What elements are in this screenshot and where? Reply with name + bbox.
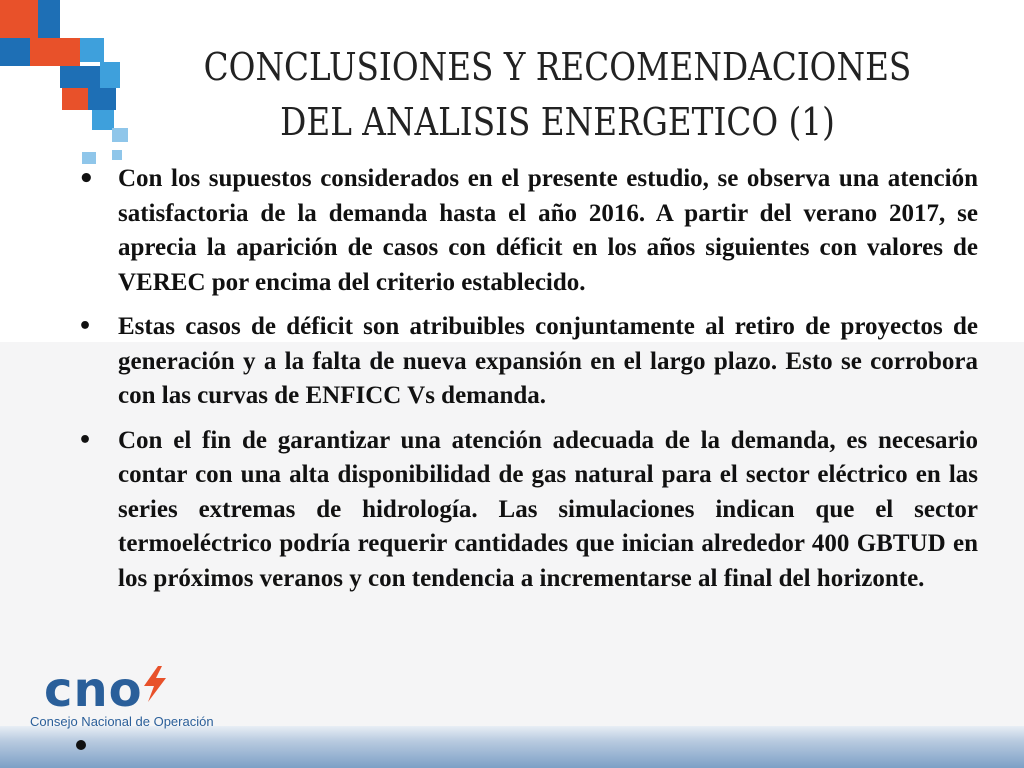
decorative-squares (0, 0, 140, 175)
bullet-dot-icon: • (78, 314, 93, 339)
bullet-list (78, 162, 978, 596)
bullet-dot-icon: • (78, 164, 95, 194)
bullet-item-1 (78, 162, 978, 300)
title-line-2: DEL ANALISIS ENERGETICO (1) (280, 100, 835, 144)
cno-logo (30, 664, 260, 734)
title-line-1: CONCLUSIONES Y RECOMENDACIONES (203, 45, 912, 89)
empty-bullet-icon (76, 740, 86, 750)
bullet-text-2: Estas casos de déficit son atribuibles conjuntamente al retiro de proyectos de generación y a la falta de nueva expansión en el largo plazo. Esto se corrobora con las curvas de ENFICC Vs demanda. (118, 313, 978, 409)
logo-wordmark: cno (44, 662, 143, 718)
bullet-text-1: Con los supuestos considerados en el presente estudio, se observa una atención satisfactoria de la demanda hasta el año 2016. A partir del verano 2017, se aprecia la aparición de casos con déficit en los años siguientes con valores de VEREC por encima del criterio establecido. (118, 165, 978, 296)
bullet-dot-icon: • (78, 427, 93, 453)
lightning-bolt-icon (140, 666, 170, 702)
bullet-item-2 (78, 310, 978, 414)
logo-subtitle: Consejo Nacional de Operación (30, 714, 214, 729)
bullet-item-3 (78, 424, 978, 597)
bullet-text-3: Con el fin de garantizar una atención adecuada de la demanda, es necesario contar con una alta disponibilidad de gas natural para el sector eléctrico en las series extremas de hidrología. Las simulaciones indican que el sector termoeléctrico podría requerir cantidades que inician alrededor 400 GBTUD en los próximos veranos y con tendencia a incrementarse al final del horizonte. (118, 426, 978, 592)
slide-title (198, 40, 916, 150)
